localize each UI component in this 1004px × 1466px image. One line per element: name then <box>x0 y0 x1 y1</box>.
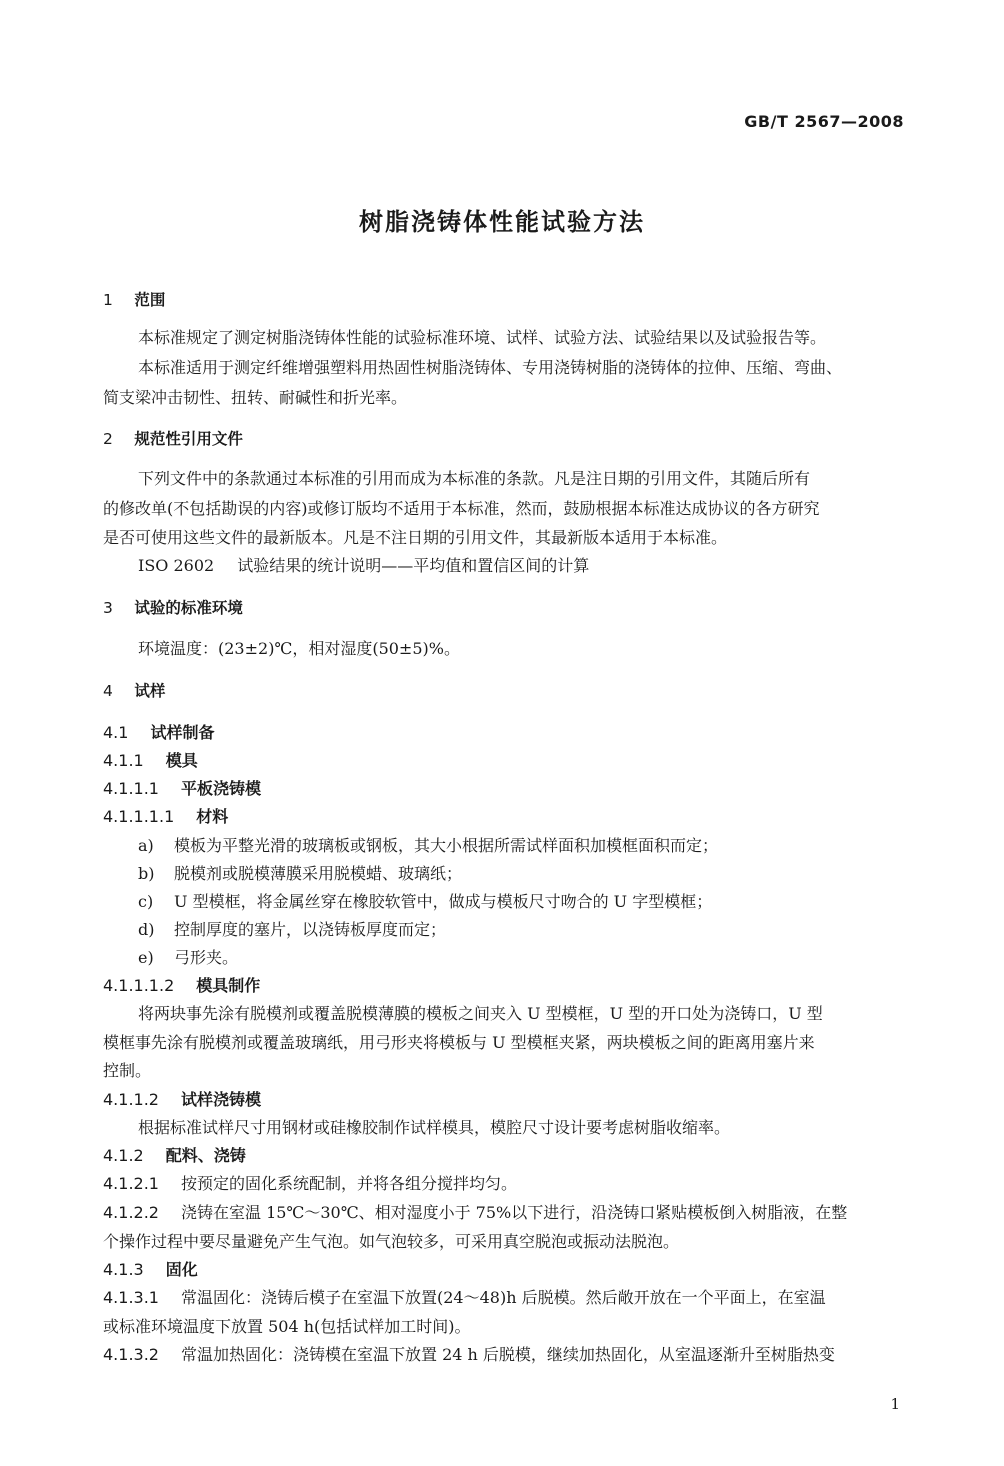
page-number: 1 <box>890 1395 900 1413</box>
list-item <box>138 864 462 884</box>
paragraph: 根据标准试样尺寸用钢材或硅橡胶制作试样模具，模腔尺寸设计要考虑树脂收缩率。 <box>138 1118 731 1137</box>
section-1-heading <box>103 290 165 310</box>
clause-number: 4.1.1.1.1 <box>103 807 175 826</box>
clause-4-1-2-2 <box>103 1203 847 1223</box>
list-item <box>138 836 718 856</box>
clause-4-1-1 <box>103 751 198 771</box>
list-label: e) <box>138 948 154 967</box>
clause-number: 4.1.1.1 <box>103 779 159 798</box>
clause-text: 常温固化：浇铸后模子在室温下放置(24～48)h 后脱模。然后敞开放在一个平面上，在室温 <box>180 1288 826 1307</box>
paragraph: 简支梁冲击韧性、扭转、耐碱性和折光率。 <box>103 388 408 407</box>
clause-title: 固化 <box>165 1260 198 1279</box>
clause-4-1 <box>103 723 214 743</box>
standard-number: GB/T 2567—2008 <box>744 112 904 131</box>
clause-4-1-2-1 <box>103 1174 517 1194</box>
section-title: 范围 <box>134 291 166 309</box>
clause-4-1-2 <box>103 1146 246 1166</box>
section-number: 1 <box>103 291 113 309</box>
clause-title: 模具制作 <box>196 976 261 995</box>
clause-4-1-3-2 <box>103 1345 835 1365</box>
normative-reference <box>138 556 589 576</box>
clause-title: 材料 <box>196 807 229 826</box>
section-number: 4 <box>103 682 113 700</box>
clause-title: 试样浇铸模 <box>180 1090 261 1109</box>
section-4-heading <box>103 681 165 701</box>
clause-number: 4.1.2 <box>103 1146 144 1165</box>
section-title: 规范性引用文件 <box>134 430 243 448</box>
clause-4-1-1-2 <box>103 1090 261 1110</box>
clause-number: 4.1.3 <box>103 1260 144 1279</box>
section-3-heading <box>103 598 243 618</box>
reference-title: 试验结果的统计说明——平均值和置信区间的计算 <box>237 556 590 575</box>
clause-number: 4.1 <box>103 723 129 742</box>
clause-text: 常温加热固化：浇铸模在室温下放置 24 h 后脱模，继续加热固化，从室温逐渐升至树脂热变 <box>180 1345 835 1364</box>
paragraph: 本标准适用于测定纤维增强塑料用热固性树脂浇铸体、专用浇铸树脂的浇铸体的拉伸、压缩、弯曲、 <box>138 358 843 377</box>
paragraph: 本标准规定了测定树脂浇铸体性能的试验标准环境、试样、试验方法、试验结果以及试验报告等。 <box>138 328 827 347</box>
clause-number: 4.1.2.1 <box>103 1174 159 1193</box>
document-title: 树脂浇铸体性能试验方法 <box>359 208 645 236</box>
paragraph: 是否可使用这些文件的最新版本。凡是不注日期的引用文件，其最新版本适用于本标准。 <box>103 528 728 547</box>
section-number: 2 <box>103 430 113 448</box>
section-2-heading <box>103 429 243 449</box>
list-item <box>138 892 712 912</box>
list-text: 控制厚度的塞片，以浇铸板厚度而定； <box>174 920 447 939</box>
section-number: 3 <box>103 599 113 617</box>
clause-4-1-1-1 <box>103 779 261 799</box>
reference-code: ISO 2602 <box>138 556 215 575</box>
paragraph: 模框事先涂有脱模剂或覆盖玻璃纸，用弓形夹将模板与 U 型模框夹紧，两块模板之间的距离用塞片来 <box>103 1033 815 1052</box>
clause-title: 试样制备 <box>150 723 215 742</box>
list-item <box>138 920 446 940</box>
clause-title: 平板浇铸模 <box>180 779 261 798</box>
list-text: 模板为平整光滑的玻璃板或钢板，其大小根据所需试样面积加模框面积而定； <box>174 836 719 855</box>
clause-number: 4.1.1.2 <box>103 1090 159 1109</box>
section-title: 试样 <box>134 682 166 700</box>
section-title: 试验的标准环境 <box>134 599 243 617</box>
paragraph: 下列文件中的条款通过本标准的引用而成为本标准的条款。凡是注日期的引用文件，其随后所有 <box>138 469 811 488</box>
paragraph: 或标准环境温度下放置 504 h(包括试样加工时间)。 <box>103 1317 471 1336</box>
clause-number: 4.1.1 <box>103 751 144 770</box>
list-label: a) <box>138 836 154 855</box>
clause-number: 4.1.2.2 <box>103 1203 159 1222</box>
clause-4-1-1-1-1 <box>103 807 228 827</box>
paragraph: 环境温度：(23±2)℃，相对湿度(50±5)%。 <box>138 639 460 658</box>
list-item <box>138 948 238 968</box>
clause-number: 4.1.1.1.2 <box>103 976 175 995</box>
clause-title: 模具 <box>165 751 198 770</box>
clause-4-1-3 <box>103 1260 198 1280</box>
clause-4-1-3-1 <box>103 1288 826 1308</box>
clause-number: 4.1.3.2 <box>103 1345 159 1364</box>
list-label: b) <box>138 864 155 883</box>
clause-4-1-1-1-2 <box>103 976 260 996</box>
paragraph: 控制。 <box>103 1061 152 1080</box>
list-label: c) <box>138 892 154 911</box>
clause-text: 按预定的固化系统配制，并将各组分搅拌均匀。 <box>180 1174 517 1193</box>
list-text: 脱模剂或脱模薄膜采用脱模蜡、玻璃纸； <box>174 864 463 883</box>
list-text: U 型模框，将金属丝穿在橡胶软管中，做成与模板尺寸吻合的 U 字型模框； <box>174 892 713 911</box>
paragraph: 将两块事先涂有脱模剂或覆盖脱模薄膜的模板之间夹入 U 型模框，U 型的开口处为浇铸口，U 型 <box>138 1004 823 1023</box>
list-text: 弓形夹。 <box>174 948 239 967</box>
paragraph: 个操作过程中要尽量避免产生气泡。如气泡较多，可采用真空脱泡或振动法脱泡。 <box>103 1232 680 1251</box>
clause-number: 4.1.3.1 <box>103 1288 159 1307</box>
clause-text: 浇铸在室温 15℃～30℃、相对湿度小于 75%以下进行，沿浇铸口紧贴模板倒入树脂液，在整 <box>180 1203 848 1222</box>
paragraph: 的修改单(不包括勘误的内容)或修订版均不适用于本标准，然而，鼓励根据本标准达成协议的各方研究 <box>103 499 820 518</box>
clause-title: 配料、浇铸 <box>165 1146 246 1165</box>
list-label: d) <box>138 920 155 939</box>
